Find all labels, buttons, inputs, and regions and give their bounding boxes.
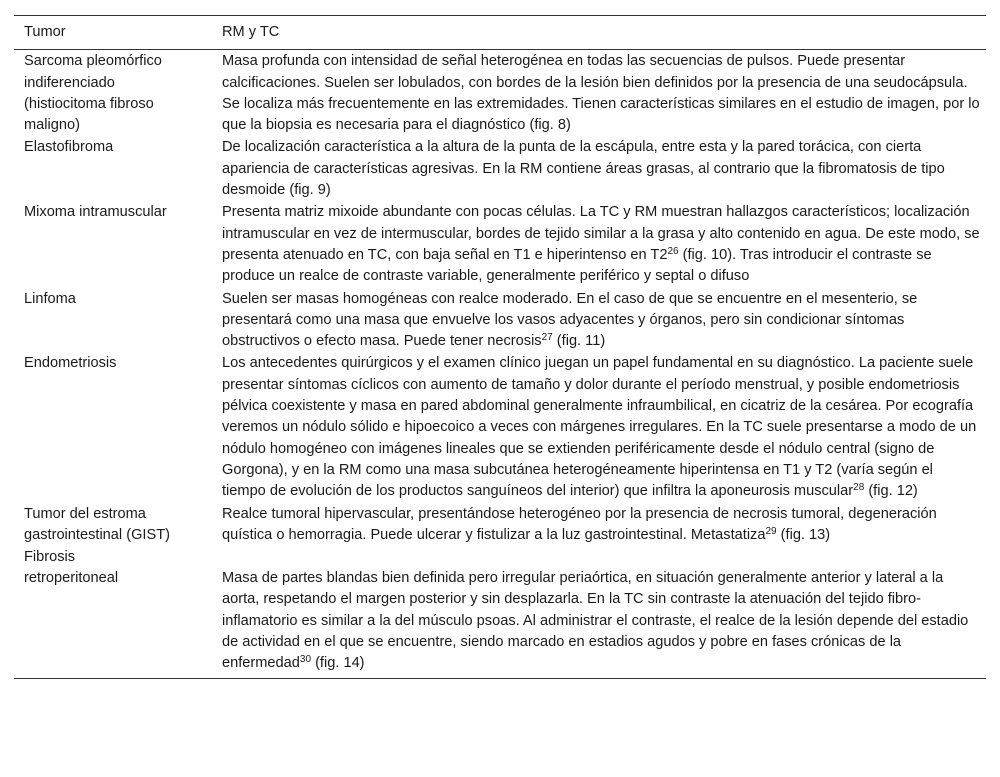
- description-text: Suelen ser masas homogéneas con realce moderado. En el caso de que se encuentre en el mesenterio, se presentará como una masa que envuelve los vasos adyacentes y órganos, pero sin condicionar síntomas obstructivos o efecto masa. Puede tener necrosis: [222, 290, 918, 350]
- description-text: Los antecedentes quirúrgicos y el examen clínico juegan un papel fundamental en su diagnóstico. La paciente suele presentar síntomas cíclicos con aumento de tamaño y dolor durante el período menstrual, y posible endometriosis pélvica coexistente y masa en pared abdominal generalmente infraumbilical, en cicatriz de la cesárea. Por ecografía veremos un nódulo sólido e hipoecoico a veces con márgenes irregulares. En la TC suele presentarse a modo de un nódulo homogéneo con imágenes lineales que se extienden periféricamente desde el nódulo central (signo de Gorgona), y en la RM como una masa subcutánea heterogéneamente hiperintensa en T1 y T2 (varía según el tiempo de evolución de los productos sanguíneos del interior) que infiltra la aponeurosis muscular: [222, 355, 977, 500]
- table-row: [14, 50, 986, 137]
- description-text-end: (fig. 12): [864, 483, 918, 500]
- table-row: [14, 546, 986, 678]
- imaging-description: [212, 201, 986, 287]
- tumor-name: Linfoma: [24, 290, 76, 307]
- tumor-name: Elastofibroma: [24, 139, 114, 156]
- description-text-end: (fig. 13): [776, 526, 831, 543]
- tumor-name: Sarcoma pleomórfico indiferenciado (histiocitoma fibroso maligno): [24, 53, 162, 134]
- reference-number: 26: [667, 245, 679, 257]
- description-text-end: (fig. 14): [311, 655, 365, 672]
- table-row: [14, 201, 986, 287]
- tumor-name: Endometriosis: [24, 355, 117, 372]
- imaging-description: [212, 352, 986, 502]
- table-row: [14, 288, 986, 353]
- table-row: [14, 136, 986, 201]
- header-tumor: Tumor: [14, 16, 212, 50]
- description-text: Presenta matriz mixoide abundante con pocas células. La TC y RM muestran hallazgos característicos; localización intramuscular en vez de intermuscular, bordes de tejido similar a la grasa y alto contenido en agua. De este modo, se presenta atenuado en TC, con baja señal en T1 e hiperintenso en T2: [222, 204, 980, 263]
- description-text-end: (fig. 10). Tras introducir el contraste se produce un realce de contraste variable, generalmente periférico y septal o difuso: [222, 246, 932, 285]
- table-row: [14, 352, 986, 502]
- imaging-description: Masa profunda con intensidad de señal heterogénea en todas las secuencias de pulsos. Puede presentar calcificaciones. Suelen ser lobulados, con bordes de la lesión bien definidos por la presencia de una seudocápsula. Se localiza más frecuentemente en las extremidades. Tienen características similares en el estudio de imagen, por lo que la biopsia es necesaria para el diagnóstico (fig. 8): [222, 53, 980, 134]
- header-rm-tc: RM y TC: [212, 16, 986, 50]
- description-text: Realce tumoral hipervascular, presentándose heterogéneo por la presencia de necrosis tumoral, degeneración quística o hemorragia. Puede ulcerar y fistulizar a la luz gastrointestinal. Metastatiza: [222, 505, 937, 543]
- reference-number: 30: [299, 654, 312, 666]
- description-text-end: (fig. 11): [552, 333, 606, 350]
- imaging-description: De localización característica a la altura de la punta de la escápula, entre esta y la pared torácica, con cierta apariencia de características agresivas. En la RM contiene áreas grasas, al contrario que la fibromatosis de tipo desmoide (fig. 9): [222, 139, 945, 199]
- imaging-description: [212, 288, 986, 353]
- description-text: Masa de partes blandas bien definida pero irregular periaórtica, en situación generalmente anterior y lateral a la aorta, respetando el margen posterior y sin desplazarla. En la TC sin contraste la atenuación del tejido fibro-inflamatorio es similar a la del músculo psoas. Al administrar el contraste, el realce de la lesión depende del estadio de actividad en el que se encuentre, siendo marcado en estadios agudos y pobre en fases crónicas de la enfermedad: [222, 570, 969, 672]
- imaging-description: [212, 503, 986, 547]
- tumor-name: Fibrosis retroperitoneal: [14, 546, 212, 678]
- table-row: [14, 503, 986, 547]
- tumor-name: Tumor del estroma gastrointestinal (GIST): [24, 505, 170, 543]
- reference-number: 27: [541, 332, 553, 344]
- table-header-row: [14, 16, 986, 50]
- imaging-description: [212, 546, 986, 678]
- reference-number: 29: [765, 525, 777, 537]
- reference-number: 28: [853, 482, 865, 494]
- tumor-imaging-table: [14, 15, 986, 679]
- tumor-name: Mixoma intramuscular: [24, 204, 167, 221]
